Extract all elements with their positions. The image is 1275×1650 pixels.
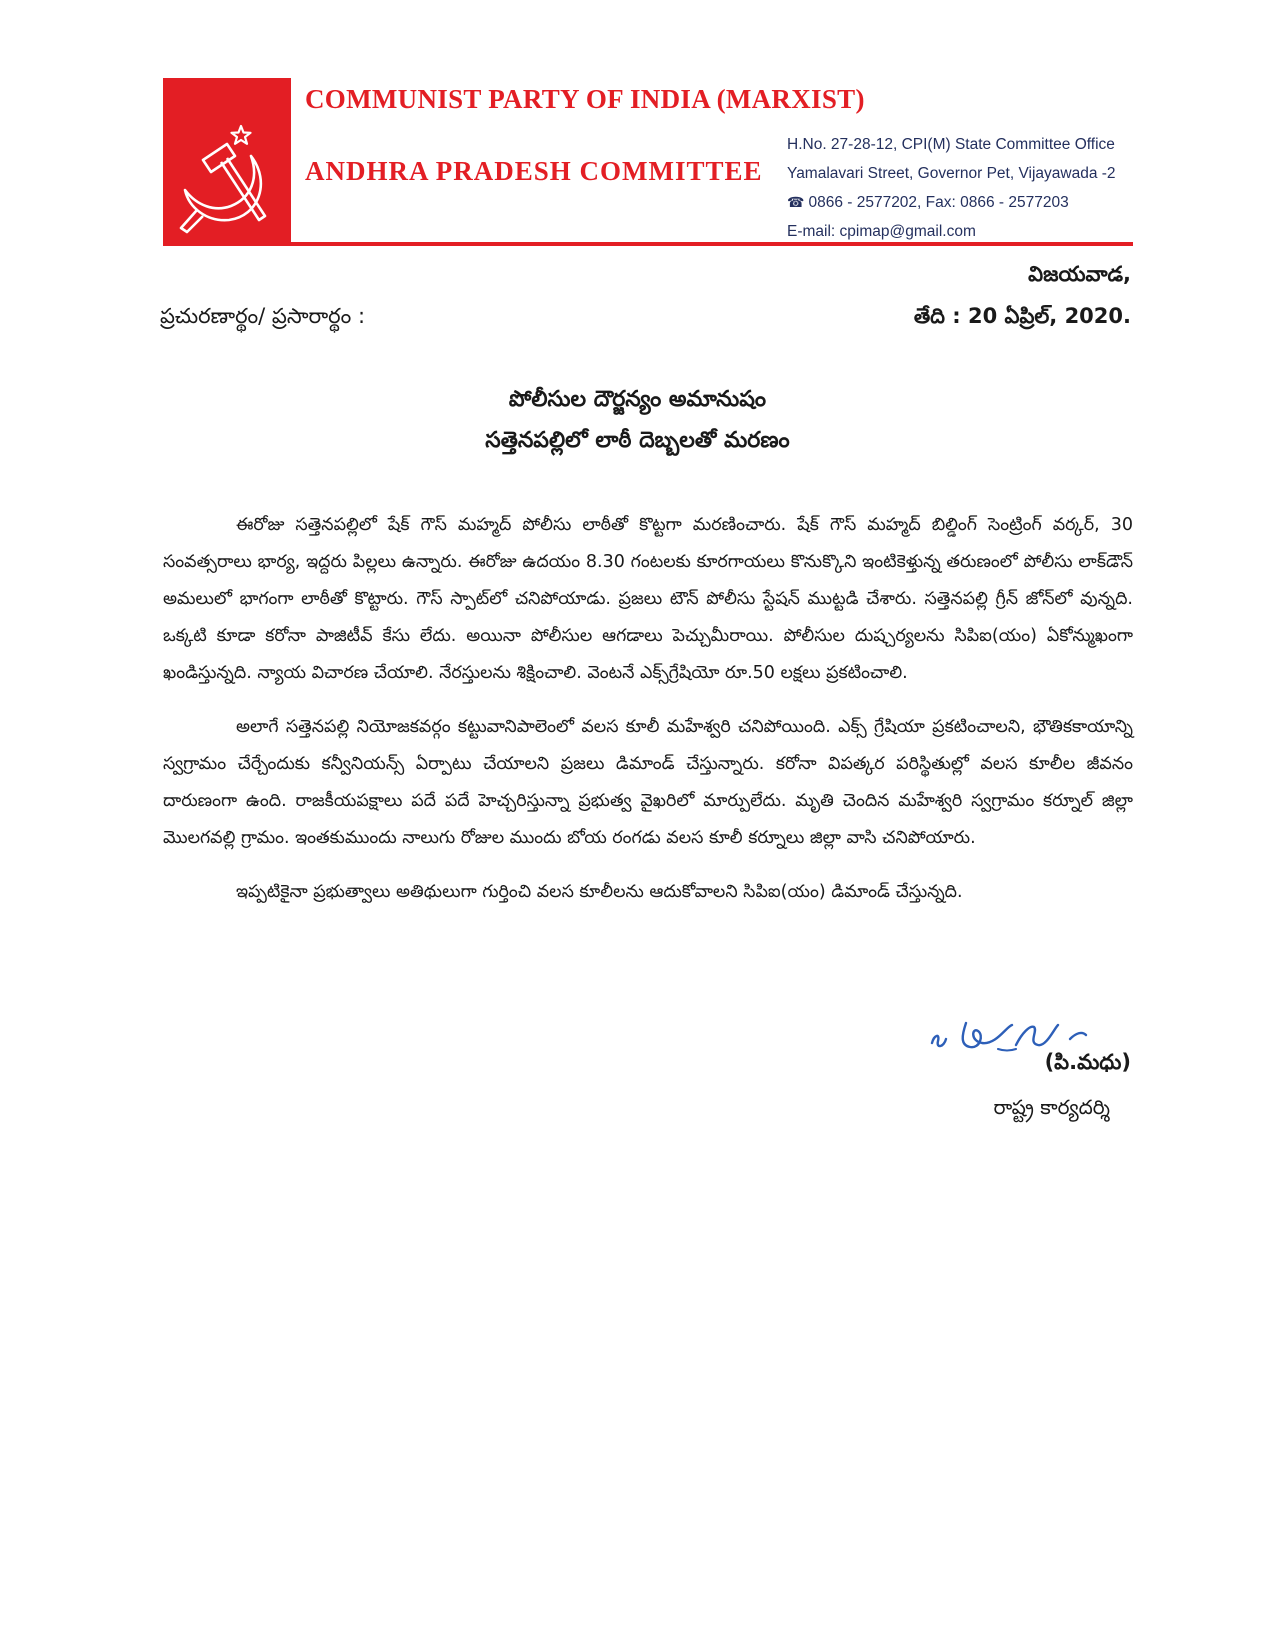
email-line: E-mail: cpimap@gmail.com (787, 223, 976, 240)
signatory-designation: రాష్ట్ర కార్యదర్శి (993, 1095, 1110, 1119)
headline-line-1: పోలీసుల దౌర్జన్యం అమానుషం (508, 387, 767, 412)
hammer-sickle-star-icon (163, 78, 291, 246)
party-logo (163, 78, 291, 246)
contact-block (787, 130, 1116, 246)
phone-line (787, 188, 1116, 217)
place: విజయవాడ, (1028, 262, 1131, 286)
signatory-name: (పి.మధు) (1044, 1050, 1131, 1074)
org-name: COMMUNIST PARTY OF INDIA (MARXIST) (305, 84, 865, 114)
press-release-body (163, 507, 1133, 928)
paragraph: ఈరోజు సత్తెనపల్లిలో షేక్ గౌస్ మహ్మద్ పోలీసు లాఠీతో కొట్టగా మరణించారు. షేక్ గౌస్ మహ్మద్ బిల్డింగ్ సెంట్రింగ్ వర్కర్, 30 సంవత్సరాలు భార్య, ఇద్దరు పిల్లలు ఉన్నారు. ఈరోజు ఉదయం 8.30 గంటలకు కూరగాయలు కొనుక్కొని ఇంటికెళ్తున్న తరుణంలో పోలీసు లాక్‌డౌన్ అమలులో భాగంగా లాఠీతో కొట్టారు. గౌస్ స్పాట్‌లో చనిపోయాడు. ప్రజలు టౌన్ పోలీసు స్టేషన్ ముట్టడి చేశారు. సత్తెనపల్లి గ్రీన్ జోన్‌లో వున్నది. ఒక్కటి కూడా కరోనా పాజిటీవ్ కేసు లేదు. అయినా పోలీసుల ఆగడాలు పెచ్చుమీరాయి. పోలీసుల దుష్చర్యలను సిపిఐ(యం) ఏకోన్ముఖంగా ఖండిస్తున్నది. న్యాయ విచారణ చేయాలి. నేరస్తులను శిక్షించాలి. వెంటనే ఎక్స్‌గ్రేషియో రూ.50 లక్షలు ప్రకటించాలి. (163, 515, 1133, 683)
org-committee: ANDHRA PRADESH COMMITTEE (305, 156, 763, 186)
letterhead-divider (291, 242, 1133, 246)
phone-number: 0866 - 2577202, Fax: 0866 - 2577203 (808, 194, 1069, 211)
address-line-2: Yamalavari Street, Governor Pet, Vijayawada -2 (787, 165, 1116, 182)
telephone-icon: ☎ (787, 194, 805, 210)
headline-line-2: సత్తెనపల్లిలో లాఠీ దెబ్బలతో మరణం (485, 428, 790, 453)
letterhead (163, 78, 1133, 248)
document-date: తేది : 20 ఏప్రిల్, 2020. (913, 304, 1131, 328)
address-line-1: H.No. 27-28-12, CPI(M) State Committee Office (787, 136, 1115, 153)
paragraph: అలాగే సత్తెనపల్లి నియోజకవర్గం కట్టువానిపాలెంలో వలస కూలీ మహేశ్వరి చనిపోయింది. ఎక్స్ గ్రేషియా ప్రకటించాలని, భౌతికకాయాన్ని స్వగ్రామం చేర్చేందుకు కన్వీనియన్స్ ఏర్పాటు చేయాలని ప్రజలు డిమాండ్ చేస్తున్నారు. కరోనా విపత్కర పరిస్థితుల్లో వలస కూలీల జీవనం దారుణంగా ఉంది. రాజకీయపక్షాలు పదే పదే హెచ్చరిస్తున్నా ప్రభుత్వ వైఖరిలో మార్పులేదు. మృతి చెందిన మహేశ్వరి స్వగ్రామం కర్నూల్ జిల్లా మొలగవల్లి గ్రామం. ఇంతకుముందు నాలుగు రోజుల ముందు బోయ రంగడు వలస కూలీ కర్నూలు జిల్లా వాసి చనిపోయారు. (163, 717, 1133, 848)
for-publication-label: ప్రచురణార్థం/ ప్రసారార్థం : (160, 304, 366, 328)
paragraph: ఇప్పటికైనా ప్రభుత్వాలు అతిథులుగా గుర్తించి వలస కూలీలను ఆదుకోవాలని సిపిఐ(యం) డిమాండ్ చేస్తున్నది. (236, 882, 963, 902)
